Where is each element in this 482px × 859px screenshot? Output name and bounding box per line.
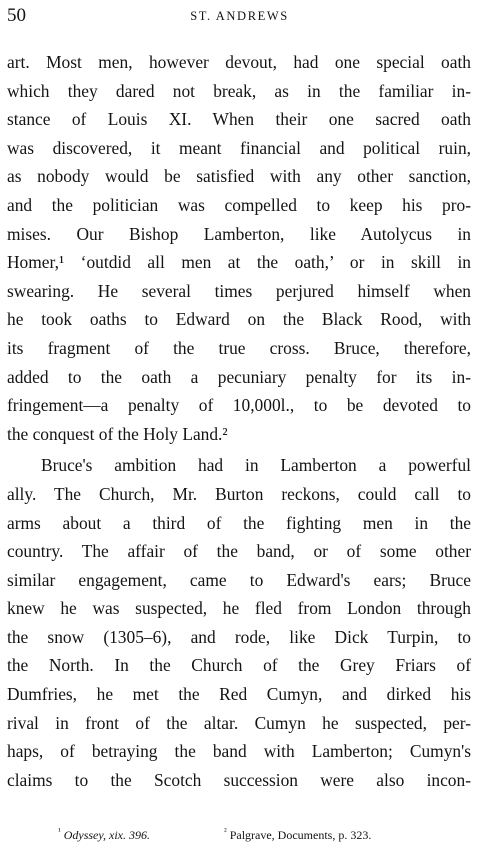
page-number: 50	[7, 5, 26, 26]
text-line: stance of Louis XI. When their one sacred oath	[7, 109, 471, 130]
text-line: haps, of betraying the band with Lamberton; Cumyn's	[7, 741, 471, 762]
text-line: Homer,¹ ‘outdid all men at the oath,’ or in skill in	[7, 252, 471, 273]
text-line: the conquest of the Holy Land.²	[7, 423, 228, 444]
text-line: the North. In the Church of the Grey Friars of	[7, 655, 471, 676]
footnote-text: Palgrave, Documents, p. 323.	[229, 828, 372, 842]
text-line: fringement—a penalty of 10,000l., to be devoted to	[7, 395, 471, 416]
text-line: was discovered, it meant financial and political ruin,	[7, 137, 471, 158]
page-header	[7, 4, 472, 28]
text-line: swearing. He several times perjured himself when	[7, 280, 471, 301]
text-line: ally. The Church, Mr. Burton reckons, could call to	[7, 483, 471, 504]
footnote-2	[224, 825, 371, 845]
text-line: added to the oath a pecuniary penalty for its in-	[7, 366, 471, 387]
text-line: knew he was suspected, he fled from London through	[7, 598, 471, 619]
text-line: similar engagement, came to Edward's ears; Bruce	[7, 569, 471, 590]
footnote-mark: ¹	[58, 826, 61, 836]
body-text	[7, 48, 471, 794]
footnote-1	[58, 825, 150, 845]
footnotes	[58, 825, 458, 845]
text-line: art. Most men, however devout, had one special oath	[7, 52, 471, 72]
text-line: Bruce's ambition had in Lamberton a powerful	[41, 455, 471, 476]
text-line: mises. Our Bishop Lamberton, like Autolycus in	[7, 223, 471, 244]
text-line: and the politician was compelled to keep his pro-	[7, 194, 471, 215]
text-line: claims to the Scotch succession were also incon-	[7, 769, 471, 790]
text-line: rival in front of the altar. Cumyn he suspected, per-	[7, 712, 471, 733]
text-line: which they dared not break, as in the familiar in-	[7, 80, 471, 101]
text-line: Dumfries, he met the Red Cumyn, and dirked his	[7, 684, 471, 705]
running-head: ST. ANDREWS	[190, 9, 289, 23]
text-line: country. The affair of the band, or of some other	[7, 541, 471, 562]
paragraph-1	[7, 48, 471, 448]
footnote-mark: ²	[224, 826, 227, 836]
text-line: he took oaths to Edward on the Black Rood, with	[7, 309, 471, 330]
text-line: the snow (1305–6), and rode, like Dick Turpin, to	[7, 626, 471, 647]
text-line: arms about a third of the fighting men in the	[7, 512, 471, 533]
text-line: its fragment of the true cross. Bruce, therefore,	[7, 337, 471, 358]
paragraph-2	[7, 451, 471, 794]
footnote-text: Odyssey, xix. 396.	[63, 828, 151, 842]
text-line: as nobody would be satisfied with any other sanction,	[7, 166, 471, 187]
